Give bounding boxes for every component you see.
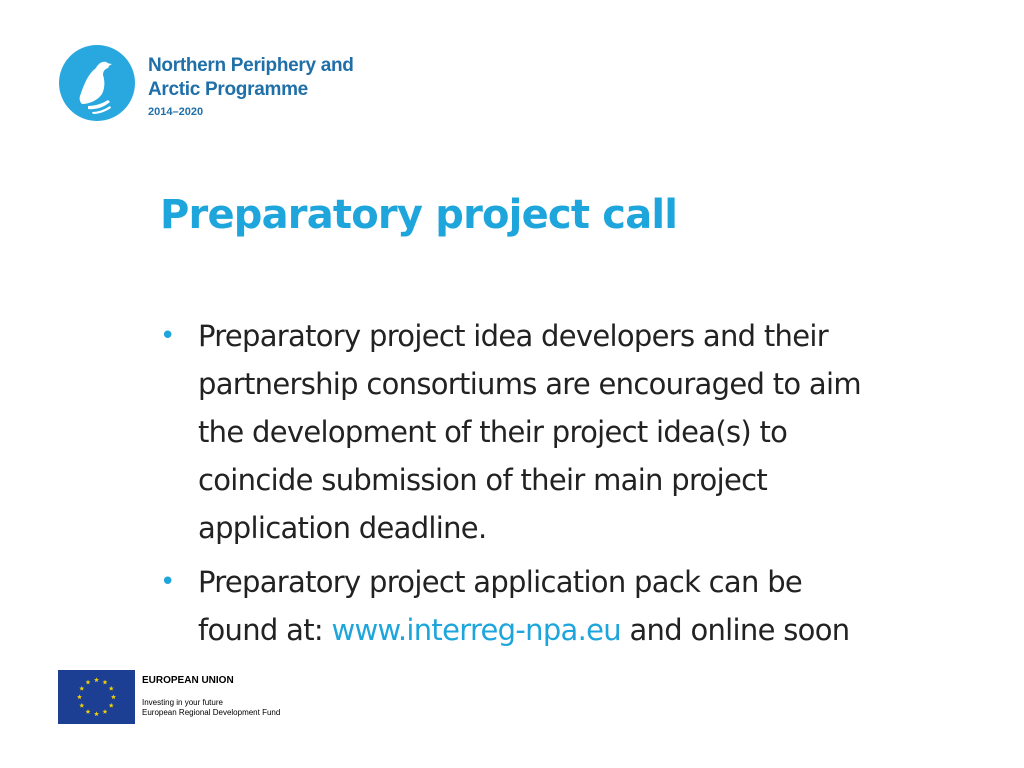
eu-star-icon	[94, 677, 99, 682]
eu-star-icon	[109, 703, 114, 708]
bullet-text-line: the development of their project idea(s) to	[198, 415, 788, 449]
eu-star-icon	[94, 711, 99, 716]
slide-title: Preparatory project call	[160, 192, 678, 238]
eu-funding-text	[142, 674, 280, 718]
programme-name-line1: Northern Periphery and	[148, 55, 354, 76]
eu-star-icon	[86, 709, 91, 714]
eu-star-icon	[103, 709, 108, 714]
programme-logo	[58, 44, 388, 124]
programme-years: 2014–2020	[148, 106, 204, 118]
bullet-item	[160, 558, 980, 654]
programme-name-line2: Arctic Programme	[148, 79, 308, 100]
website-link[interactable]: www.interreg-npa.eu	[331, 613, 621, 647]
bullet-marker-icon: •	[160, 321, 175, 351]
bullet-text-line: coincide submission of their main project	[198, 463, 768, 497]
eu-fund-name: European Regional Development Fund	[142, 708, 281, 717]
bullet-text-line: application deadline.	[198, 511, 487, 545]
eu-star-icon	[109, 686, 114, 691]
bullet-list	[160, 312, 980, 660]
bullet-text-line	[198, 606, 980, 654]
eu-tagline: Investing in your future	[142, 698, 223, 707]
bullet-text-line: Preparatory project idea developers and their	[198, 319, 828, 353]
bullet-text-line: Preparatory project application pack can be	[198, 565, 803, 599]
bullet-item	[160, 312, 980, 552]
bullet-text-suffix: and online soon	[620, 613, 850, 647]
eu-star-icon	[79, 686, 84, 691]
dove-icon	[58, 44, 136, 122]
eu-star-icon	[103, 680, 108, 685]
bullet-text-prefix: found at:	[198, 613, 332, 647]
eu-flag-icon	[58, 670, 135, 724]
bullet-text-line: partnership consortiums are encouraged to aim	[198, 367, 861, 401]
eu-star-icon	[77, 694, 82, 699]
bullet-marker-icon: •	[160, 567, 175, 597]
programme-name	[148, 54, 354, 120]
eu-star-icon	[86, 680, 91, 685]
eu-funding-block	[58, 670, 358, 726]
eu-star-icon	[111, 694, 116, 699]
eu-title: EUROPEAN UNION	[142, 675, 234, 686]
eu-star-icon	[79, 703, 84, 708]
